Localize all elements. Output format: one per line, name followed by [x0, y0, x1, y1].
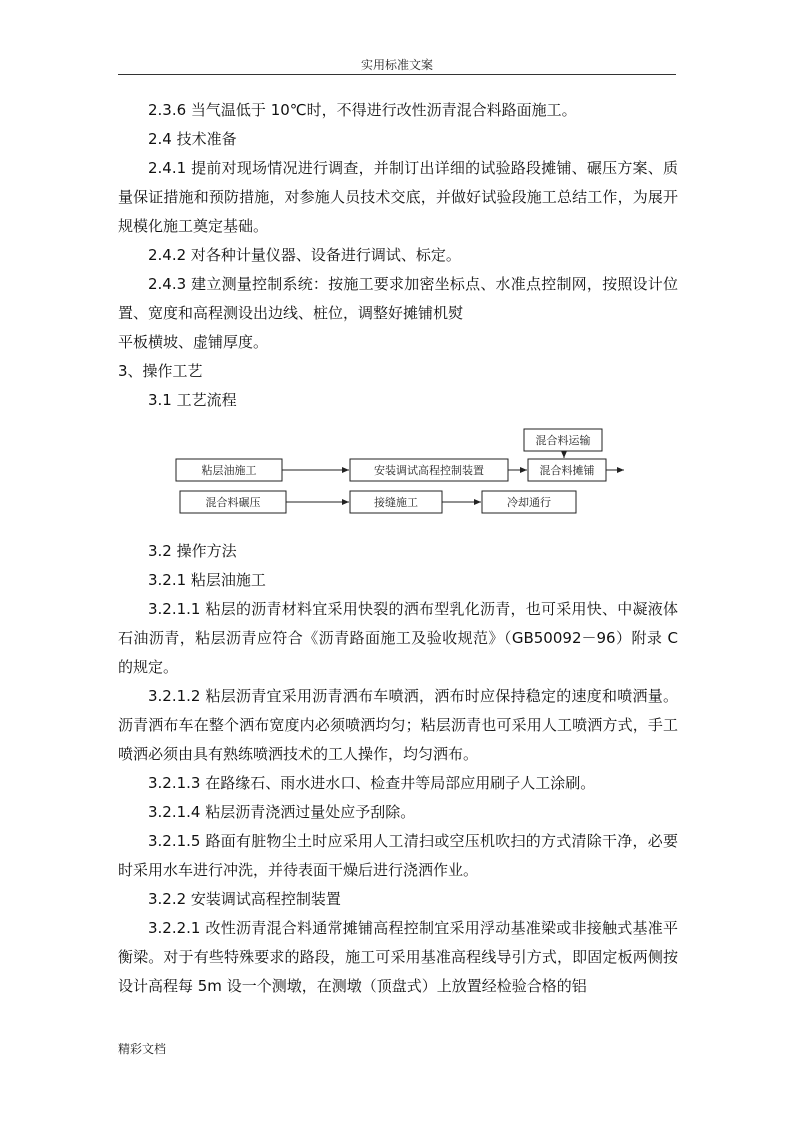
flow-label-tack-coat: 粘层油施工: [201, 464, 257, 477]
subsection-heading: 3.2.2 安装调试高程控制装置: [148, 890, 341, 908]
subsection-heading: 3.2 操作方法: [148, 542, 237, 560]
paragraph: 3.2.1.3 在路缘石、雨水进水口、检查井等局部应用刷子人工涂刷。: [148, 774, 596, 792]
header-rule: [118, 74, 676, 75]
paragraph: 2.3.6 当气温低于 10℃时，不得进行改性沥青混合料路面施工。: [148, 101, 577, 119]
paragraph: 2.4.3 建立测量控制系统：按施工要求加密坐标点、水准点控制网，按照设计位置、宽度和高程测设出边线、桩位，调整好摊铺机熨: [118, 275, 678, 322]
paragraph: 3.2.1.4 粘层沥青浇洒过量处应予刮除。: [148, 803, 416, 821]
paragraph: 2.4.2 对各种计量仪器、设备进行调试、标定。: [148, 246, 461, 264]
flow-label-elevation-control: 安装调试高程控制装置: [374, 464, 484, 477]
flow-label-cooling: 冷却通行: [507, 496, 551, 509]
flow-label-joint: 接缝施工: [374, 496, 418, 509]
flowchart-svg: [118, 421, 678, 537]
flow-label-mix-transport: 混合料运输: [535, 434, 591, 447]
page-header: 实用标准文案: [360, 58, 433, 72]
section-heading: 2.4 技术准备: [148, 130, 237, 148]
paragraph: 3.2.1.2 粘层沥青宜采用沥青洒布车喷洒，洒布时应保持稳定的速度和喷洒量。沥青洒布车在整个洒布宽度内必须喷洒均匀；粘层沥青也可采用人工喷洒方式，手工喷洒必须由具有熟练喷洒技术的工人操作，均匀洒布。: [118, 687, 678, 763]
paragraph: 3.2.1.5 路面有脏物尘土时应采用人工清扫或空压机吹扫的方式清除干净，必要时采用水车进行冲洗，并待表面干燥后进行浇洒作业。: [118, 832, 678, 879]
paragraph: 3.2.2.1 改性沥青混合料通常摊铺高程控制宜采用浮动基准梁或非接触式基准平衡梁。对于有些特殊要求的路段，施工可采用基准高程线导引方式，即固定板两侧按设计高程每 5m 设一个测墩，在测墩（顶盘式）上放置经检验合格的铝: [118, 919, 678, 995]
paragraph: 2.4.1 提前对现场情况进行调查，并制订出详细的试验路段摊铺、碾压方案、质量保证措施和预防措施，对参施人员技术交底，并做好试验段施工总结工作，为展开规模化施工奠定基础。: [118, 159, 678, 235]
page-footer: 精彩文档: [118, 1042, 167, 1056]
document-body: [118, 96, 678, 1001]
flow-label-mix-compaction: 混合料碾压: [205, 496, 261, 509]
subsection-heading: 3.2.1 粘层油施工: [148, 571, 266, 589]
subsection-heading: 3.1 工艺流程: [148, 391, 237, 409]
paragraph-continuation: 平板横坡、虚铺厚度。: [118, 333, 269, 351]
process-flowchart: [118, 421, 678, 537]
flow-label-mix-paving: 混合料摊铺: [539, 464, 595, 477]
paragraph: 3.2.1.1 粘层的沥青材料宜采用快裂的洒布型乳化沥青，也可采用快、中凝液体石油沥青，粘层沥青应符合《沥青路面施工及验收规范》（GB50092－96）附录 C 的规定。: [118, 600, 678, 676]
section-heading: 3、操作工艺: [118, 362, 203, 380]
